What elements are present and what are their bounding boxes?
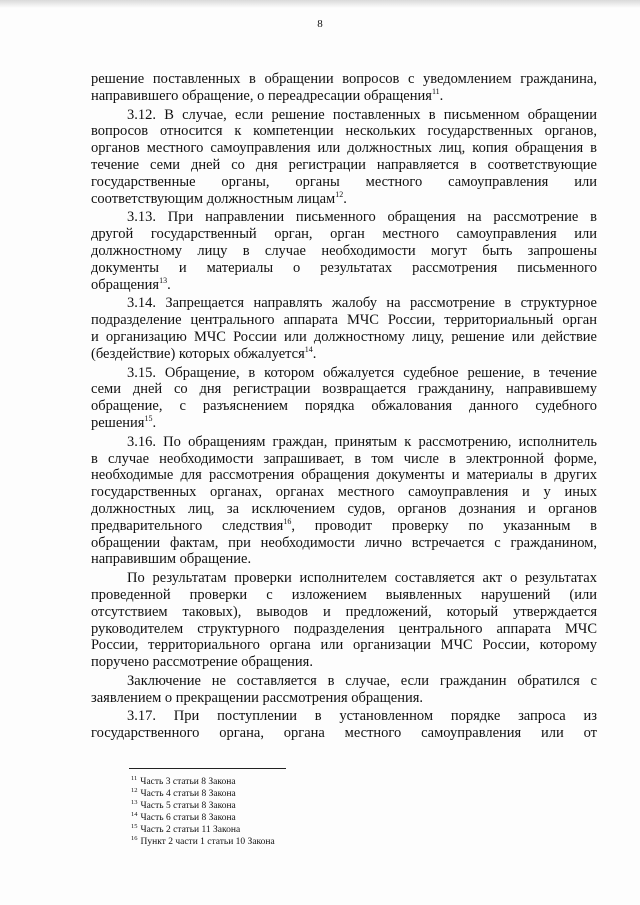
- text-line: По результатам проверки исполнителем составляется акт о результатах: [127, 570, 597, 587]
- footnote: [131, 836, 431, 848]
- text-line: отсутствием таковых), выводов и предложений, который утверждается: [91, 603, 597, 620]
- text-line: заявлением о прекращении рассмотрения обращения.: [91, 689, 424, 706]
- text-line: вопросов относится к компетенции нескольких государственных органов,: [91, 123, 597, 140]
- text-line: 3.15. Обращение, в котором обжалуется судебное решение, в течение: [127, 364, 597, 381]
- footnote-ref: 12: [335, 189, 344, 199]
- text-line: обращения$^{13}$.: [91, 275, 171, 293]
- text-line: Заключение не составляется в случае, если гражданин обратился с: [127, 672, 597, 689]
- footnote-ref: 13: [159, 275, 168, 285]
- footnote-text: Пункт 2 части 1 статьи 10 Закона: [140, 837, 275, 848]
- footnote: [131, 800, 431, 812]
- text-line: направившего обращение, о переадресации обращения$^{11}$.: [91, 86, 444, 104]
- text-line: государственные органы, органы местного самоуправления или: [91, 173, 597, 190]
- text-line: документы и материалы о результатах рассмотрения письменного: [91, 259, 597, 276]
- document-body: [91, 71, 597, 744]
- footnote-number: 14: [131, 811, 138, 819]
- footnote: [131, 824, 431, 836]
- paragraph-3-15: [91, 365, 597, 432]
- text-line: проведенной проверки с изложением выявленных нарушений (или: [91, 586, 597, 603]
- text-line: 3.16. По обращениям граждан, принятым к рассмотрению, исполнитель: [127, 433, 597, 450]
- footnotes: [131, 776, 431, 849]
- scan-edge-shadow: [0, 0, 640, 8]
- text-line: подразделение центрального аппарата МЧС России, территориальный орган: [91, 312, 597, 329]
- paragraph-3-12: [91, 107, 597, 208]
- text-line-content: решения: [91, 414, 145, 431]
- text-line-content: (бездействие) которых обжалуется: [91, 345, 305, 362]
- text-line: решения$^{15}$.: [91, 413, 157, 431]
- page-number: 8: [317, 18, 323, 30]
- text-line: поручено рассмотрение обращения.: [91, 654, 313, 671]
- footnote-number: 16: [131, 835, 138, 843]
- paragraph-conclusion: [91, 673, 597, 707]
- text-line-content: обращения: [91, 276, 160, 293]
- text-line-content: соответствующим должностным лицам: [91, 190, 336, 207]
- text-line: решение поставленных в обращении вопросов с уведомлением гражданина,: [91, 71, 597, 87]
- footnote-text: Часть 4 статьи 8 Закона: [140, 789, 236, 800]
- text-line: руководителем структурного подразделения центрального аппарата МЧС: [91, 620, 597, 637]
- text-line: [91, 518, 597, 535]
- footnote-ref: 16: [283, 516, 292, 526]
- text-line: необходимые для рассмотрения обращения документы и материалы в других: [91, 467, 597, 484]
- text-line: государственных органах, органах местного самоуправления и у иных: [91, 484, 597, 501]
- footnote-ref: 11: [431, 86, 440, 96]
- paragraph-inspection-act: [91, 570, 597, 671]
- text-line: направившим обращение.: [91, 551, 252, 568]
- text-line: и организацию МЧС России или должностному лицу, решение или действие: [91, 328, 597, 345]
- footnote: [131, 788, 431, 800]
- footnote-number: 12: [131, 787, 138, 795]
- footnote-number: 13: [131, 799, 138, 807]
- text-line: 3.14. Запрещается направлять жалобу на рассмотрение в структурное: [127, 295, 597, 312]
- paragraph-3-16: [91, 434, 597, 568]
- text-line: должностному лицу в случае необходимости могут быть запрошены: [91, 242, 597, 259]
- footnote-text: Часть 5 статьи 8 Закона: [140, 801, 236, 812]
- text-line: 3.13. При направлении письменного обращения на рассмотрение в: [127, 209, 597, 226]
- text-line: семи дней со дня регистрации возвращается гражданину, направившему: [91, 381, 597, 398]
- footnote-number: 15: [131, 823, 138, 831]
- text-line: должностных лиц, за исключением судов, органов дознания и органов: [91, 500, 597, 517]
- text-line: государственного органа, органа местного самоуправления или от: [91, 725, 597, 742]
- text-line: обращении фактам, при необходимости лично встречается с гражданином,: [91, 534, 597, 551]
- text-line-content: предварительного следствия: [91, 517, 284, 534]
- text-line: в случае необходимости запрашивает, в том числе в электронной форме,: [91, 450, 597, 467]
- footnote: [131, 812, 431, 824]
- text-line: течение семи дней со дня регистрации направляется в соответствующие: [91, 156, 597, 173]
- footnote-text: Часть 3 статьи 8 Закона: [140, 777, 236, 787]
- paragraph-3-14: [91, 295, 597, 362]
- text-line-content: направившего обращение, о переадресации обращения: [91, 87, 432, 104]
- text-line: (бездействие) которых обжалуется$^{14}$.: [91, 344, 317, 362]
- text-line: обращение, с разъяснением порядка обжалования данного судебного: [91, 398, 597, 415]
- text-line: органов местного самоуправления или должностных лиц, копия обращения в: [91, 140, 597, 157]
- footnote-separator: [129, 768, 286, 769]
- text-line-tail: , проводит проверку по указанным в: [291, 517, 598, 534]
- text-line: России, территориального органа или организации МЧС России, которому: [91, 637, 597, 654]
- footnote-number: 11: [131, 775, 138, 782]
- paragraph-3-13: [91, 209, 597, 293]
- footnote-ref: 14: [304, 344, 313, 354]
- footnote-text: Часть 6 статьи 8 Закона: [140, 813, 236, 824]
- footnote-ref: 15: [144, 413, 153, 423]
- text-line: 3.12. В случае, если решение поставленных в письменном обращении: [127, 106, 597, 123]
- footnote-text: Часть 2 статьи 11 Закона: [140, 825, 241, 836]
- paragraph-continuation: [91, 71, 597, 105]
- text-line: 3.17. При поступлении в установленном порядке запроса из: [127, 708, 597, 725]
- paragraph-3-17: [91, 708, 597, 742]
- footnote: [131, 776, 431, 788]
- text-line: соответствующим должностным лицам$^{12}$.: [91, 189, 347, 207]
- text-line: другой государственный орган, орган местного самоуправления или: [91, 226, 597, 243]
